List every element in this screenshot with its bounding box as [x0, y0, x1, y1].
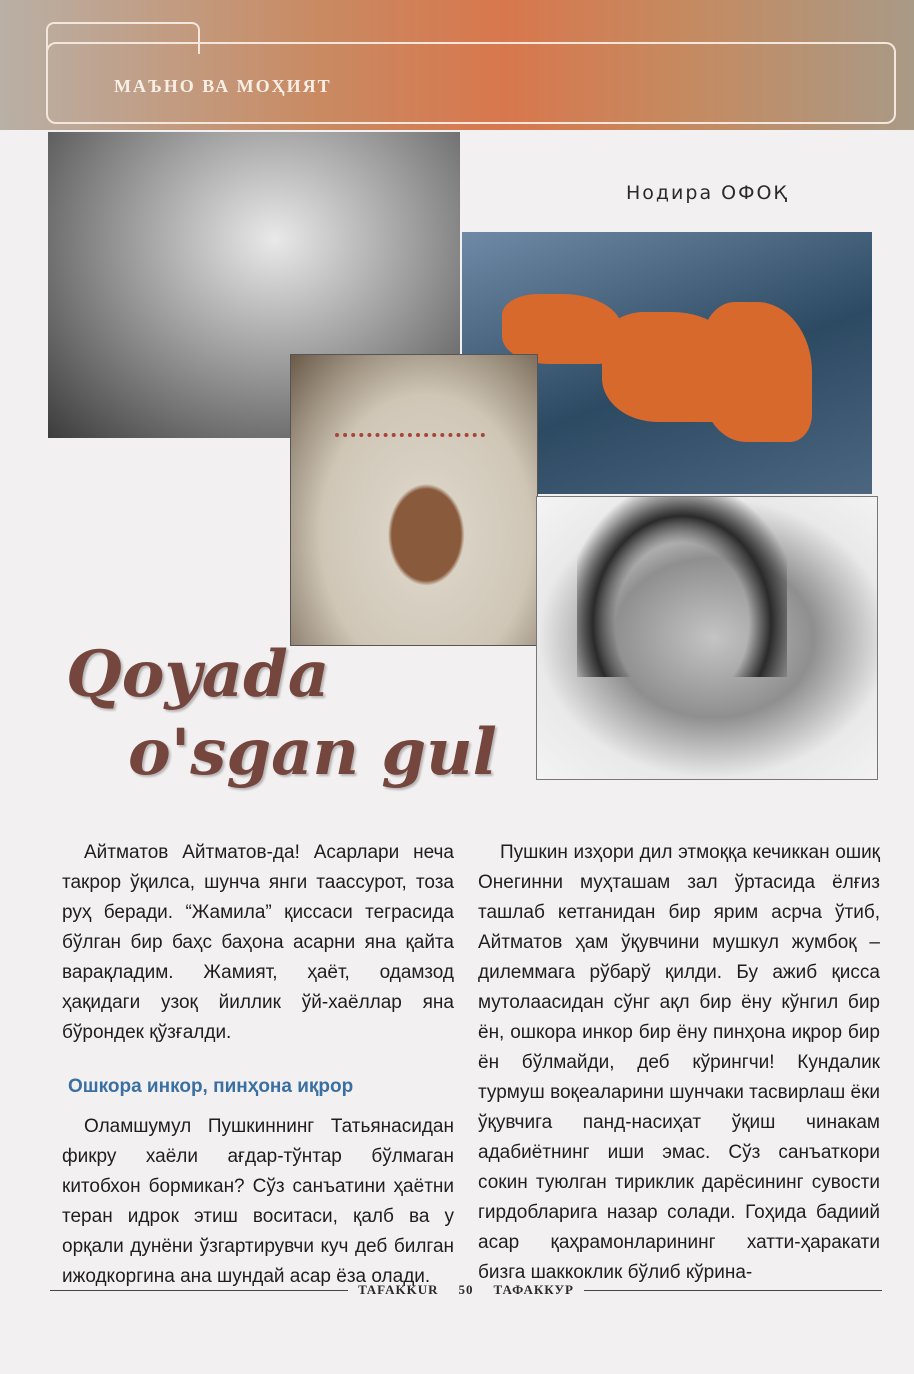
article-title [66, 636, 497, 792]
paragraph: Айтматов Айтматов-да! Асарлари неча такрор ўқилса, шунча янги таассурот, тоза руҳ беради. “Жамила” қиссаси теграсида бўлган бир баҳс баҳона асарни яна қайта варақладим. Жамият, ҳаёт, одамзод ҳақидаги узоқ йиллик ўй-хаёллар яна бўрондек қўзғалди. [62, 842, 454, 1043]
page-number: 50 [458, 1282, 474, 1297]
title-line-1: Qoyada [66, 637, 330, 712]
right-column [478, 838, 880, 1288]
subheading: Ошкора инкор, пинҳона иқрор [68, 1076, 354, 1097]
footer-rule [50, 1290, 348, 1291]
author-name: Нодира ОФОҚ [626, 182, 789, 204]
paragraph: Оламшумул Пушкиннинг Татьянасидан фикру хаёли ағдар-тўнтар бўлмаган китобхон бормикан? Сўз санъатини ҳаётни теран идрок этиш воситаси, қалб ва у орқали дунёни ўзгартирувчи куч деб билган ижодкоргина ана шундай асар ёза олади. [62, 1116, 454, 1287]
photo-girl-headscarf [290, 354, 538, 646]
footer-rule [584, 1290, 882, 1291]
header-band [0, 0, 914, 130]
footer-left-label: TAFAKKUR [358, 1282, 439, 1297]
horse-shape [702, 302, 812, 442]
page-footer [50, 1280, 882, 1300]
hair-shadow [577, 497, 787, 677]
photo-smiling-woman [536, 496, 878, 780]
left-column [62, 838, 454, 1292]
section-title: МАЪНО ВА МОҲИЯТ [114, 76, 332, 96]
headscarf-embroidery [335, 413, 485, 437]
footer-right-label: ТАФАККУР [493, 1282, 574, 1297]
paragraph: Пушкин изҳори дил этмоққа кечиккан ошиқ Онегинни муҳташам зал ўртасида ёлғиз ташлаб кетганидан бир ярим асрча ўтиб, Айтматов ҳам ўқувчини мушкул жумбоқ – дилеммага рўбарў қилди. Бу ажиб қисса мутолаасидан сўнг ақл бир ёну кўнгил бир ён, ошкора инкор бир ёну пинҳона иқрор бир ён бўлмайди, деб кўрингчи! Кундалик турмуш воқеаларини шунчаки тасвирлаш ёки ўқувчига панд-насиҳат ўқиш чинакам адабиётнинг иши эмас. Сўз санъаткори сокин туюлган тириклик дарёсининг сувости гирдобларига назар солади. Гоҳида бадиий асар қаҳрамонларининг хатти-ҳаракати бизга шаккоклик бўлиб кўрина- [478, 842, 880, 1283]
title-line-2: o'sgan gul [128, 715, 497, 790]
